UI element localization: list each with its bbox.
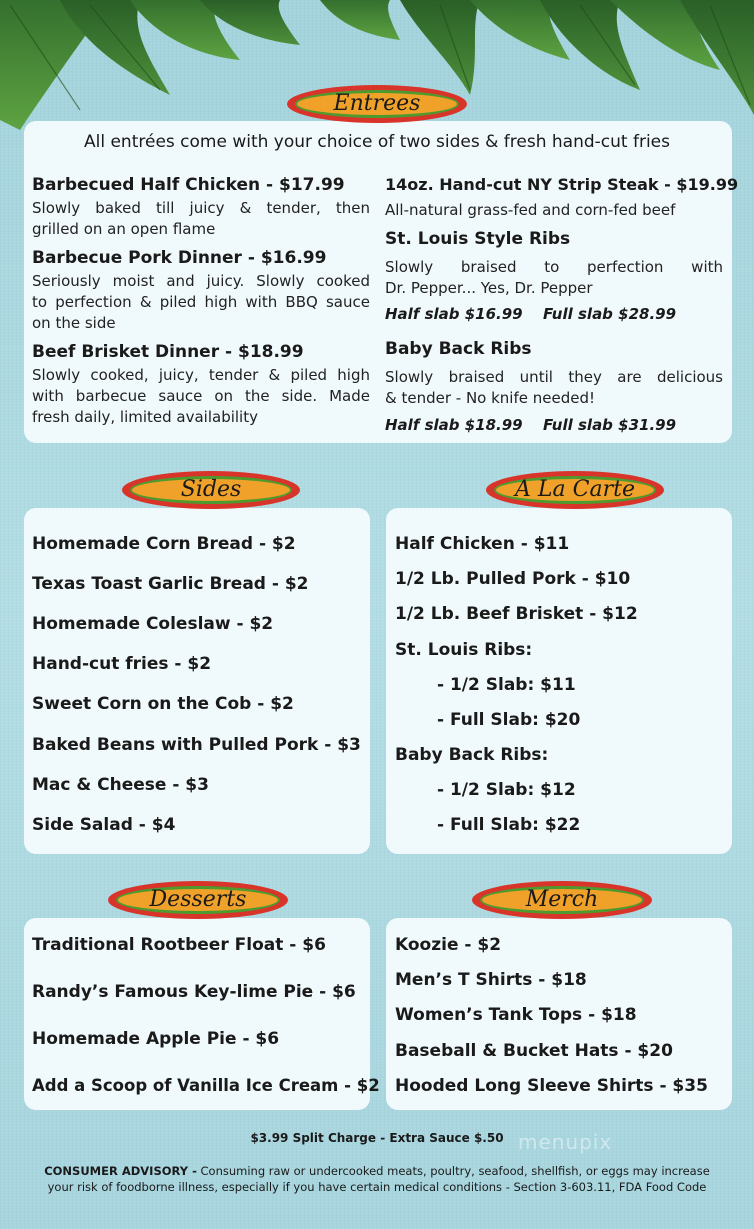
watermark: menupix [518,1130,613,1154]
alacarte-item: St. Louis Ribs: [395,640,533,660]
full-slab-price: Full slab $28.99 [543,305,677,323]
side-item: Homemade Coleslaw - $2 [32,614,274,634]
merch-item: Women’s Tank Tops - $18 [395,1005,637,1025]
sides-surfboard-banner [121,470,301,510]
entree-desc: Slowly braised until they are delicious & tender - No knife needed! [385,368,723,407]
sides-panel [24,508,370,854]
alacarte-subitem: - Full Slab: $22 [437,815,581,835]
half-slab-price: Half slab $16.99 [385,305,523,323]
entrees-title: Entrees [333,91,421,116]
merch-item: Men’s T Shirts - $18 [395,970,587,990]
entree-desc: Slowly braised to perfection with Dr. Pepper... Yes, Dr. Pepper [385,258,723,297]
merch-item: Baseball & Bucket Hats - $20 [395,1041,673,1061]
full-slab-price: Full slab $31.99 [543,416,677,434]
alacarte-item: Half Chicken - $11 [395,534,570,554]
alacarte-subitem: - 1/2 Slab: $12 [437,780,576,800]
advisory-line1: Consuming raw or undercooked meats, poultry, seafood, shellfish, or eggs may increase [200,1164,710,1178]
side-item: Homemade Corn Bread - $2 [32,534,296,554]
alacarte-item: 1/2 Lb. Pulled Pork - $10 [395,569,631,589]
alacarte-subitem: - 1/2 Slab: $11 [437,675,576,695]
entree-name: Beef Brisket Dinner - $18.99 [32,342,304,362]
entree-desc: Seriously moist and juicy. Slowly cooked to perfection & piled high with BBQ sauce on the side [32,272,370,332]
entree-name: St. Louis Style Ribs [385,229,571,249]
merch-item: Koozie - $2 [395,935,502,955]
side-item: Baked Beans with Pulled Pork - $3 [32,735,361,755]
side-item: Hand-cut fries - $2 [32,654,212,674]
side-item: Sweet Corn on the Cob - $2 [32,694,294,714]
dessert-item: Traditional Rootbeer Float - $6 [32,935,326,955]
entrees-intro: All entrées come with your choice of two sides & fresh hand-cut fries [83,132,670,152]
entree-name: 14oz. Hand-cut NY Strip Steak - $19.99 [385,175,739,194]
entree-desc: Slowly baked till juicy & tender, then grilled on an open flame [32,199,370,238]
desserts-surfboard-banner [107,880,289,920]
entree-name: Barbecued Half Chicken - $17.99 [32,175,345,195]
dessert-item: Add a Scoop of Vanilla Ice Cream - $2 [32,1076,380,1095]
entree-desc: All-natural grass-fed and corn-fed beef [385,201,676,219]
entrees-surfboard-banner [286,84,468,124]
split-charge-note: $3.99 Split Charge - Extra Sauce $.50 [250,1131,504,1145]
entree-desc: Slowly cooked, juicy, tender & piled high with barbecue sauce on the side. Made fresh daily, limited availability [32,366,370,426]
advisory-line2: your risk of foodborne illness, especially if you have certain medical conditions - Section 3-603.11, FDA Food Code [47,1180,707,1194]
alacarte-item: Baby Back Ribs: [395,745,549,765]
dessert-item: Randy’s Famous Key-lime Pie - $6 [32,982,356,1002]
half-slab-price: Half slab $18.99 [385,416,523,434]
merch-item: Hooded Long Sleeve Shirts - $35 [395,1076,708,1096]
side-item: Texas Toast Garlic Bread - $2 [32,574,309,594]
dessert-item: Homemade Apple Pie - $6 [32,1029,280,1049]
merch-title: Merch [525,887,599,912]
alacarte-title: A La Carte [515,477,635,502]
entree-name: Baby Back Ribs [385,339,532,359]
alacarte-surfboard-banner [485,470,665,510]
alacarte-subitem: - Full Slab: $20 [437,710,581,730]
entree-name: Barbecue Pork Dinner - $16.99 [32,248,327,268]
side-item: Side Salad - $4 [32,815,176,835]
sides-title: Sides [180,477,242,502]
side-item: Mac & Cheese - $3 [32,775,209,795]
merch-surfboard-banner [471,880,653,920]
consumer-advisory [30,1163,724,1195]
advisory-label: CONSUMER ADVISORY - [44,1164,197,1178]
desserts-title: Desserts [149,887,247,912]
alacarte-item: 1/2 Lb. Beef Brisket - $12 [395,604,638,624]
